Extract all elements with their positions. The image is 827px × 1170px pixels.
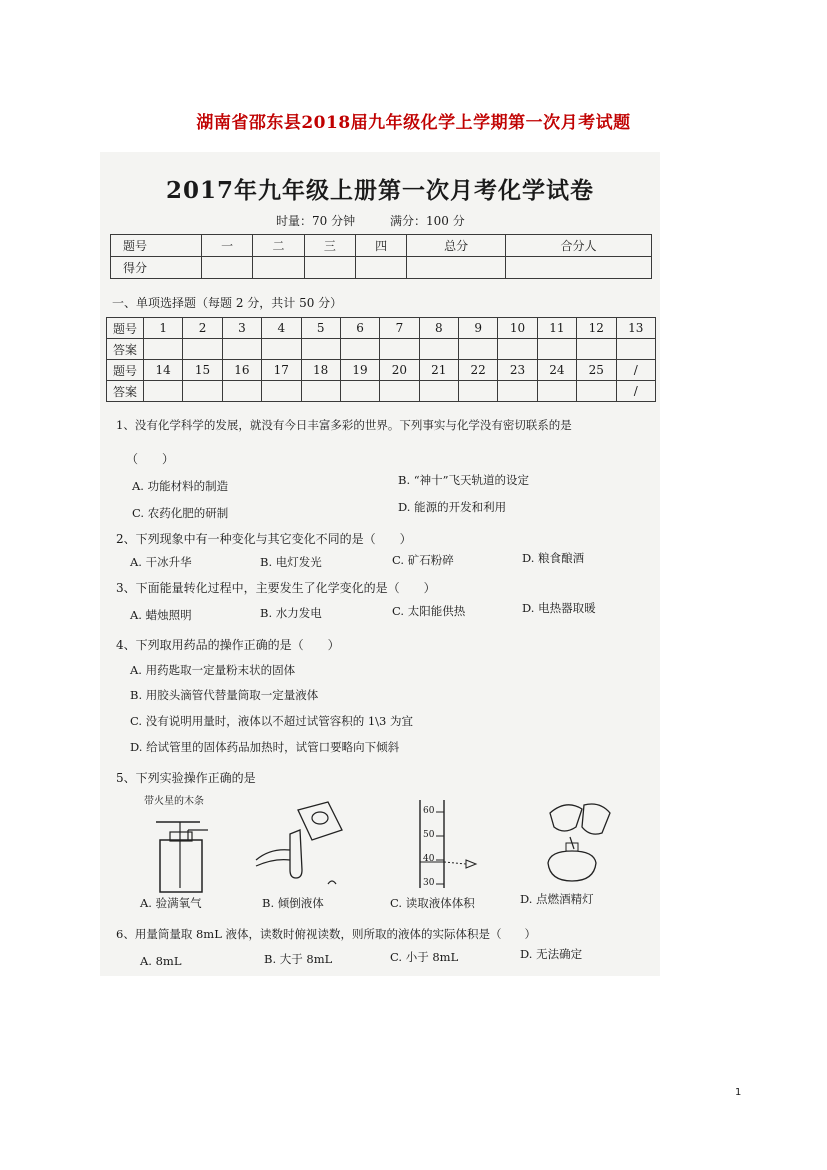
q6-option-a[interactable]: A. 8mL <box>140 954 182 968</box>
q4-option-b[interactable]: B. 用胶头滴管代替量筒取一定量液体 <box>130 688 319 702</box>
table-cell: 12 <box>577 318 616 339</box>
scanned-exam-page <box>100 152 660 976</box>
score-table <box>110 234 652 279</box>
table-cell: 16 <box>222 360 261 381</box>
q4-option-d[interactable]: D. 给试管里的固体药品加热时，试管口要略向下倾斜 <box>130 740 400 754</box>
answer-cell[interactable] <box>498 339 537 360</box>
answer-table <box>106 317 656 402</box>
q2-option-a[interactable]: A. 干冰升华 <box>130 555 192 569</box>
q1-option-c[interactable]: C. 农药化肥的研制 <box>132 506 229 520</box>
table-cell: 总分 <box>407 235 506 257</box>
answer-cell[interactable] <box>537 381 576 402</box>
table-cell: / <box>616 381 656 402</box>
table-cell: 15 <box>183 360 222 381</box>
q4-option-c[interactable]: C. 没有说明用量时，液体以不超过试管容积的 1\3 为宜 <box>130 714 414 728</box>
table-row <box>107 318 656 339</box>
answer-cell[interactable] <box>222 381 261 402</box>
answer-cell[interactable] <box>144 339 183 360</box>
q5-option-d[interactable]: D. 点燃酒精灯 <box>520 892 594 906</box>
question-6-stem: 6、用量筒量取 8mL 液体，读数时俯视读数，则所取的液体的实际体积是（ ） <box>116 927 536 941</box>
table-cell: 11 <box>537 318 576 339</box>
question-3-stem: 3、下面能量转化过程中，主要发生了化学变化的是（ ） <box>116 581 436 595</box>
answer-cell[interactable] <box>262 381 301 402</box>
answer-cell[interactable] <box>419 339 458 360</box>
table-cell: 题号 <box>111 235 202 257</box>
q6-option-d[interactable]: D. 无法确定 <box>520 947 583 961</box>
question-2-stem: 2、下列现象中有一种变化与其它变化不同的是（ ） <box>116 532 412 546</box>
table-cell: 20 <box>380 360 419 381</box>
alcohol-lamp-diagram <box>530 797 640 893</box>
answer-cell[interactable] <box>301 381 340 402</box>
table-cell[interactable] <box>505 257 651 279</box>
table-cell: 二 <box>253 235 304 257</box>
table-row <box>107 360 656 381</box>
table-cell: / <box>616 360 656 381</box>
q5-option-c[interactable]: C. 读取液体体积 <box>390 896 475 910</box>
table-cell: 17 <box>262 360 301 381</box>
answer-cell[interactable] <box>537 339 576 360</box>
question-1-paren: （ ） <box>126 452 175 466</box>
q3-option-b[interactable]: B. 水力发电 <box>260 606 322 620</box>
answer-cell[interactable] <box>183 381 222 402</box>
table-cell: 8 <box>419 318 458 339</box>
table-cell: 22 <box>459 360 498 381</box>
cylinder-mark-50: 50 <box>423 830 435 840</box>
pouring-liquid-diagram <box>250 800 350 896</box>
answer-cell[interactable] <box>419 381 458 402</box>
document-title: 湖南省邵东县2018届九年级化学上学期第一次月考试题 <box>196 113 631 133</box>
table-cell: 5 <box>301 318 340 339</box>
table-cell[interactable] <box>304 257 355 279</box>
cylinder-mark-30: 30 <box>423 878 435 888</box>
table-cell: 13 <box>616 318 656 339</box>
table-cell: 7 <box>380 318 419 339</box>
table-cell: 合分人 <box>505 235 651 257</box>
answer-cell[interactable] <box>340 381 379 402</box>
q2-option-c[interactable]: C. 矿石粉碎 <box>392 553 454 567</box>
section-heading: 一、单项选择题（每题 2 分，共计 50 分） <box>112 296 343 310</box>
answer-cell[interactable] <box>144 381 183 402</box>
table-cell[interactable] <box>407 257 506 279</box>
q2-option-b[interactable]: B. 电灯发光 <box>260 555 322 569</box>
table-cell: 得分 <box>111 257 202 279</box>
question-4-stem: 4、下列取用药品的操作正确的是（ ） <box>116 638 340 652</box>
table-cell: 一 <box>202 235 253 257</box>
table-cell: 6 <box>340 318 379 339</box>
q3-option-d[interactable]: D. 电热器取暖 <box>522 601 596 615</box>
table-cell: 21 <box>419 360 458 381</box>
table-cell: 3 <box>222 318 261 339</box>
table-cell: 4 <box>262 318 301 339</box>
table-row <box>111 257 652 279</box>
page-number: 1 <box>735 1087 742 1098</box>
table-cell[interactable] <box>202 257 253 279</box>
answer-cell[interactable] <box>301 339 340 360</box>
table-row <box>111 235 652 257</box>
cylinder-mark-60: 60 <box>423 806 435 816</box>
answer-cell[interactable] <box>459 381 498 402</box>
table-cell: 三 <box>304 235 355 257</box>
answer-cell[interactable] <box>380 381 419 402</box>
table-cell: 2 <box>183 318 222 339</box>
table-cell: 14 <box>144 360 183 381</box>
table-cell[interactable] <box>253 257 304 279</box>
q1-option-d[interactable]: D. 能源的开发和利用 <box>398 500 507 514</box>
table-cell: 答案 <box>107 339 144 360</box>
question-1-stem: 1、没有化学科学的发展，就没有今日丰富多彩的世界。下列事实与化学没有密切联系的是 <box>116 418 572 432</box>
q1-option-a[interactable]: A. 功能材料的制造 <box>132 479 229 493</box>
q5-option-a[interactable]: A. 验满氧气 <box>140 896 202 910</box>
q3-option-c[interactable]: C. 太阳能供热 <box>392 604 466 618</box>
answer-cell[interactable] <box>222 339 261 360</box>
figure-c-cylinder <box>400 792 510 896</box>
table-cell: 19 <box>340 360 379 381</box>
figure-b-pouring <box>250 800 350 900</box>
table-cell: 1 <box>144 318 183 339</box>
q2-option-d[interactable]: D. 粮食酿酒 <box>522 551 585 565</box>
table-cell: 10 <box>498 318 537 339</box>
exam-time: 时量：70 分钟 <box>276 214 356 228</box>
q1-option-b[interactable]: B. “神十”飞天轨道的设定 <box>398 473 530 487</box>
answer-cell[interactable] <box>459 339 498 360</box>
question-5-stem: 5、下列实验操作正确的是 <box>116 771 256 785</box>
figure-d-alcohol-lamp <box>530 797 640 897</box>
exam-title: 2017年九年级上册第一次月考化学试卷 <box>165 177 594 204</box>
q6-option-c[interactable]: C. 小于 8mL <box>390 950 459 964</box>
answer-cell[interactable] <box>616 339 656 360</box>
q3-option-a[interactable]: A. 蜡烛照明 <box>130 608 192 622</box>
q4-option-a[interactable]: A. 用药匙取一定量粉末状的固体 <box>130 663 296 677</box>
figure-a-label: 带火星的木条 <box>144 796 204 807</box>
table-row <box>107 339 656 360</box>
figure-a-gas-bottle <box>140 796 230 900</box>
table-cell: 四 <box>355 235 406 257</box>
answer-cell[interactable] <box>498 381 537 402</box>
table-cell[interactable] <box>355 257 406 279</box>
table-cell: 9 <box>459 318 498 339</box>
exam-full-score: 满分：100 分 <box>390 214 465 228</box>
answer-cell[interactable] <box>262 339 301 360</box>
cylinder-mark-40: 40 <box>423 854 435 864</box>
table-cell: 18 <box>301 360 340 381</box>
q6-option-b[interactable]: B. 大于 8mL <box>264 952 333 966</box>
table-cell: 答案 <box>107 381 144 402</box>
table-cell: 25 <box>577 360 616 381</box>
table-cell: 24 <box>537 360 576 381</box>
answer-cell[interactable] <box>380 339 419 360</box>
answer-cell[interactable] <box>577 339 616 360</box>
table-cell: 题号 <box>107 360 144 381</box>
answer-cell[interactable] <box>340 339 379 360</box>
answer-cell[interactable] <box>577 381 616 402</box>
q5-option-b[interactable]: B. 倾倒液体 <box>262 896 324 910</box>
measuring-cylinder-diagram <box>400 792 510 892</box>
gas-bottle-diagram <box>140 800 230 896</box>
table-row <box>107 381 656 402</box>
table-cell: 题号 <box>107 318 144 339</box>
table-cell: 23 <box>498 360 537 381</box>
answer-cell[interactable] <box>183 339 222 360</box>
